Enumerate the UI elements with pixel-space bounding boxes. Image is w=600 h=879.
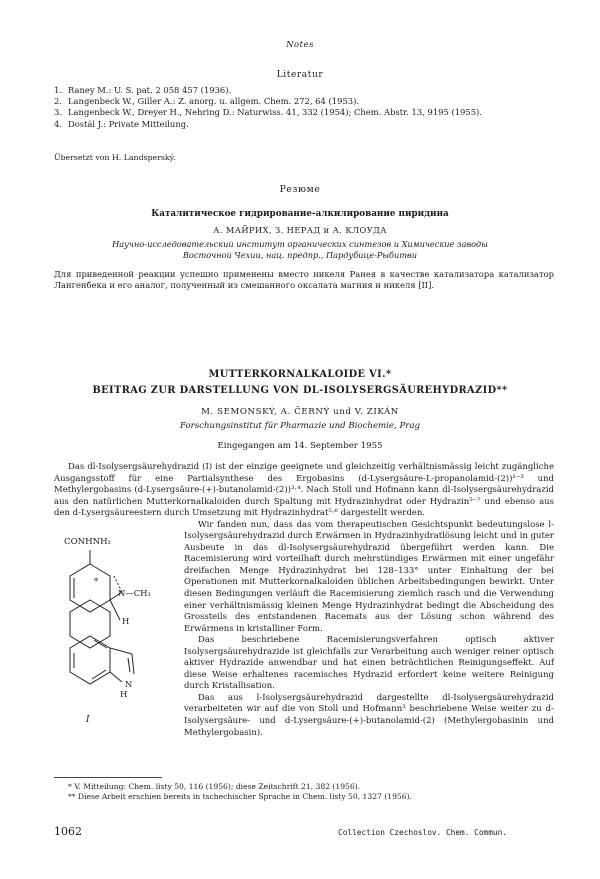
reference-item: 4. Dostál J.: Private Mitteilung. — [54, 118, 189, 129]
structure-h-label: H — [122, 615, 130, 626]
structure-n-label: N — [125, 678, 133, 689]
resume-institution-line1: Научно-исследовательский институт органических синтезов и Химические заводы — [112, 239, 488, 249]
pyrrole-bond-2 — [132, 654, 134, 674]
reference-list — [54, 85, 554, 130]
bond-to-h — [110, 600, 120, 620]
article-institution: Forschungsinstitut für Pharmazie und Biochemie, Prag — [180, 421, 420, 431]
pyrrole-double-bond — [128, 658, 130, 672]
body-paragraph-2: Wir fanden nun, dass das vom therapeutischen Gesichtspunkt bedeutungslose l-Isolysergsäurehydrazid durch Erwärmen in Hydrazinhydratlösung leicht und in guter Ausbeute in das dl-Isolysergsäurehydrazid übergeführt werden kann. Die Racemisierung wird vorteilhaft durch mehrstündiges Erwärmen mit einer ungefähr dreifachen Menge Hydrazinhydrat bei 128–133° unter Einhaltung der bei Operationen mit Mutterkornalkaloiden üblichen Arbeitsbedingungen bewirkt. Unter diesen Bedingungen verläuft die Racemisierung ziemlich rasch und die Verwendung einer verhältnismässig kleinen Menge Hydrazinhydrat bedingt die Abscheidung des Grossteils des entstandenen Racemats aus der Lösung schon während des Erwärmens in kristalliner Form. — [184, 519, 554, 634]
resume-institution — [0, 239, 600, 260]
article-authors: M. SEMONSKÝ, A. ČERNÝ und V. ZIKÁN — [201, 407, 399, 417]
footnotes — [54, 782, 554, 803]
pyrrole-bond-3 — [110, 672, 122, 682]
reference-item: 3. Langenbeck W., Dreyer H., Nehring D.: Naturwiss. 41, 332 (1954); Chem. Abstr. 13, 9195 (1955). — [54, 107, 482, 118]
structure-star-marker: * — [94, 575, 99, 586]
page-number: 1062 — [54, 825, 82, 838]
chemical-structure-figure — [54, 522, 178, 732]
footnote-1: * V. Mitteilung: Chem. listy 50, 116 (1956); diese Zeitschrift 21, 382 (1956). — [68, 782, 361, 791]
structure-nh-label: H — [120, 688, 128, 699]
pyrrole-bond-1 — [110, 648, 132, 654]
aromatic-bond-2 — [92, 670, 106, 679]
structure-group-label: CONHNH₂ — [64, 536, 112, 547]
article-received-date: Eingegangen am 14. September 1955 — [217, 441, 383, 451]
structure-n-methyl-label: N—CH₃ — [118, 587, 151, 598]
body-paragraph-1: Das dl-Isolysergsäurehydrazid (I) ist der einzige geeignete und gleichzeitig verhältnismässig leicht zugängliche Ausgangsstoff für eine Partialsynthese des Ergobasins (d-Lysergsäure-L-propanolamid-(2))¹⁻³ und Methylergobasins (d-Lysergsäure-(+)-butanolamid-(2))³·⁴. Nach Stoll und Hofmann kann dl-Isolysergsäurehydrazid aus den natürlichen Mutterkornalkaloiden durch Spaltung mit Hydrazinhydrat oder Hydrazin⁵⁻⁷ und ebenso aus den d-Lysergsäureestern durch Umsetzung mit Hydrazinhydrat⁵·⁶ dargestellt werden. — [54, 462, 554, 519]
article-title-line2: BEITRAG ZUR DARSTELLUNG VON DL-ISOLYSERGSÄUREHYDRAZID** — [92, 385, 508, 396]
body-paragraph-4: Das aus l-Isolysergsäurehydrazid dargestellte dl-Isolysergsäurehydrazid verarbeiteten wir auf die von Stoll und Hofmann³ beschriebene Weise weiter zu d-Isolysergsäure- und d-Lysergsäure-(+)-butanolamid-(2) (Methylergobasinin und Methylergobasin). — [184, 692, 554, 738]
footnote-2: ** Diese Arbeit erschien bereits in tschechischer Sprache in Chem. listy 50, 1327 (1956). — [68, 792, 412, 802]
article-body — [54, 462, 554, 739]
reference-item: 2. Langenbeck W., Giller A.: Z. anorg. u. allgem. Chem. 272, 64 (1953). — [54, 96, 360, 107]
footnote-rule — [54, 777, 162, 778]
running-head: Notes — [286, 40, 314, 50]
translator-note: Übersetzt von H. Landsperský. — [54, 153, 176, 162]
ring-d — [70, 564, 110, 612]
body-paragraph-3: Das beschriebene Racemisierungsverfahren optisch aktiver Isolysergsäurehydrazide ist gleichfalls zur Verarbeitung auch weniger reiner optisch aktiver Hydrazide anwendbar und hat einen beträchtlichen Reinigungseffekt. Auf diese Weise erhaltenes racemisches Hydrazid erfordert keine weitere Reinigung durch Kristallisation. — [184, 635, 554, 692]
ring-c — [70, 600, 110, 648]
resume-institution-line2: Восточной Чехии, нац. предпр., Пардубице-Рыбитви — [182, 249, 418, 260]
ring-a — [70, 636, 110, 684]
structure-compound-label: I — [86, 714, 90, 725]
literature-heading: Literatur — [276, 70, 324, 80]
resume-authors: А. МАЙРИХ, З. НЕРАД и А. КЛОУДА — [213, 225, 387, 235]
article-title-line1: MUTTERKORNALKALOIDE VI.* — [208, 369, 392, 380]
resume-text: Для приведенной реакции успешно применены вместо никеля Ранея в качестве катализатора катализатор Лангенбека и его аналог, полученный из смешанного оксалата магния и никеля [II]. — [54, 269, 554, 291]
journal-name: Collection Czechoslov. Chem. Commun. — [338, 828, 507, 837]
isolysergic-hydrazide-structure — [54, 522, 178, 732]
reference-item: 1. Raney M.: U. S. pat. 2 058 457 (1936). — [54, 85, 232, 95]
resume-title: Каталитическое гидрирование-алкилирование пиридина — [151, 209, 449, 219]
resume-heading: Резюме — [279, 184, 321, 195]
